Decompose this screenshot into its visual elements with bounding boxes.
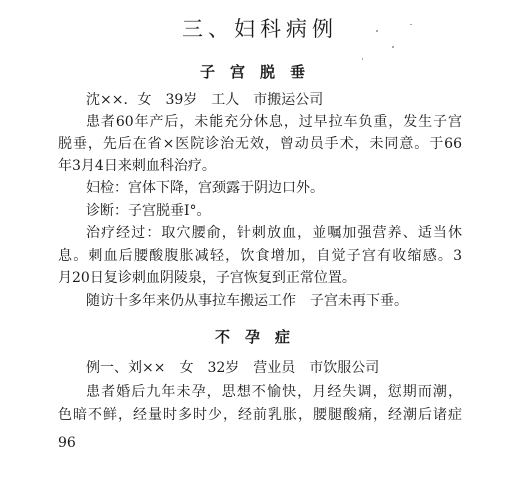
scan-speck <box>410 24 412 25</box>
follow-up-line: 随访十多年来仍从事拉车搬运工作 子宫未再下垂。 <box>86 293 408 309</box>
paragraph-line: 患者60年产后，未能充分休息，过早拉车负重，发生子宫 <box>86 114 462 130</box>
paragraph-line: 脱垂，先后在省×医院诊治无效，曾动员手术，未同意。于66 <box>58 136 462 152</box>
page-number: 96 <box>58 435 76 451</box>
scan-speck <box>376 30 378 32</box>
gynecological-exam-line: 妇检：宫体下降，宫颈露于阴边口外。 <box>86 180 324 196</box>
chapter-title: 三、妇科病例 <box>182 17 338 41</box>
scan-speck <box>392 46 394 48</box>
treatment-line: 治疗经过：取穴腰俞，针刺放血，並嘱加强营养、适当休 <box>86 225 462 241</box>
case-header-line: 沈××．女 39岁 工人 市搬运公司 <box>86 92 324 108</box>
section-title-uterine-prolapse: 子宫脱垂 <box>199 63 320 81</box>
case-header-line: 例一、刘×× 女 32岁 营业员 市饮服公司 <box>86 360 380 376</box>
scan-speck <box>362 58 363 60</box>
diagnosis-line: 诊断：子宫脱垂Ⅰ°。 <box>86 203 211 219</box>
section-title-infertility: 不孕症 <box>214 328 305 346</box>
paragraph-line: 色暗不鲜，经量时多时少，经前乳胀，腰腿酸痛，经潮后诸症 <box>58 407 462 423</box>
paragraph-line: 年3月4日来刺血科治疗。 <box>58 158 216 174</box>
paragraph-line: 患者婚后九年未孕，思想不愉快，月经失调，愆期而潮， <box>86 384 462 400</box>
treatment-line: 月20日复诊刺血阴陵泉，子宫恢复到正常位置。 <box>58 270 356 286</box>
treatment-line: 息。刺血后腰酸腹胀减轻，饮食增加，自觉子宫有收缩感。3 <box>58 248 462 264</box>
